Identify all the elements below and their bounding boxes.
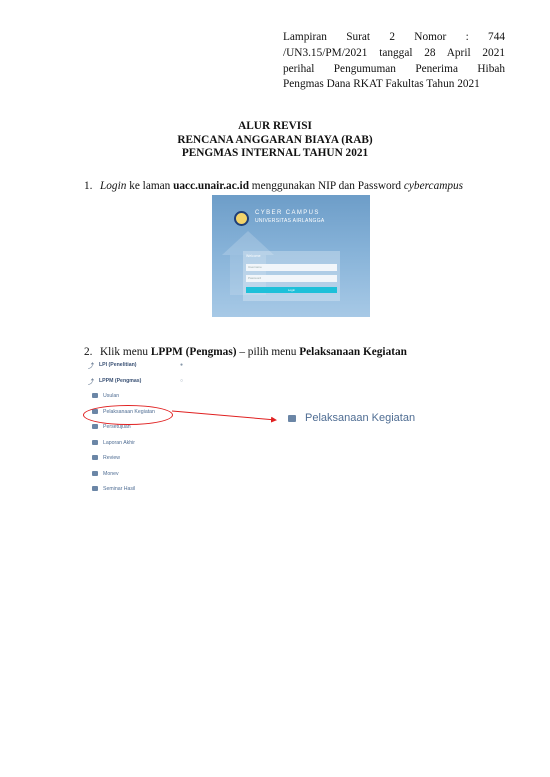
list-icon — [92, 440, 98, 445]
step-text: ke laman — [126, 180, 174, 192]
menu-screenshot — [88, 360, 208, 495]
login-button[interactable]: Login — [246, 287, 337, 293]
menu-item-monev[interactable] — [92, 469, 119, 479]
chart-icon: ⤴ — [88, 380, 95, 387]
site-address: uacc.unair.ac.id — [173, 180, 249, 192]
menu-item-label: Laporan Akhir — [103, 440, 136, 446]
username-placeholder: Username — [248, 265, 262, 269]
password-placeholder: Password — [248, 276, 262, 280]
list-icon — [92, 393, 98, 398]
attachment-note-line: /UN3.15/PM/2021 tanggal 28 April 2021 — [283, 46, 505, 59]
menu-item-label: LPPM (Pengmas) — [99, 378, 142, 384]
attachment-note — [283, 30, 505, 93]
attachment-note-line: perihal Pengumuman Penerima Hibah — [283, 62, 505, 75]
step-text: menggunakan NIP dan Password — [248, 180, 404, 192]
list-icon — [288, 415, 296, 422]
menu-lppm: LPPM (Pengmas) — [150, 346, 237, 358]
menu-item-seminar-hasil[interactable] — [92, 484, 135, 494]
step-2 — [84, 346, 407, 358]
list-icon — [92, 455, 98, 460]
list-icon — [92, 424, 98, 429]
brand-subtitle: UNIVERSITAS AIRLANGGA — [255, 218, 325, 224]
cybercampus-word: cybercampus — [403, 180, 464, 192]
zoomed-menu-item — [288, 412, 415, 424]
title-line: ALUR REVISI — [238, 120, 312, 132]
menu-item-label: Usulan — [103, 393, 120, 399]
step-number: 1. — [84, 180, 93, 192]
menu-item-label: Seminar Hasil — [103, 486, 136, 492]
welcome-text: Welcome — [246, 254, 261, 258]
step-text: Klik menu — [100, 346, 151, 358]
menu-item-label: Monev — [103, 471, 119, 477]
menu-item-laporan-akhir[interactable] — [92, 438, 135, 448]
login-page-screenshot — [212, 195, 370, 317]
title-line: RENCANA ANGGARAN BIAYA (RAB) — [177, 133, 373, 146]
menu-item-label: LPI (Penelitian) — [99, 362, 137, 368]
username-field[interactable] — [246, 264, 337, 271]
menu-item-lpi[interactable] — [88, 360, 184, 371]
step-text: – pilih menu — [236, 346, 300, 358]
university-logo-icon — [234, 211, 249, 226]
chart-icon: ⤴ — [88, 364, 95, 371]
brand-title: CYBER CAMPUS — [255, 210, 320, 216]
menu-item-label: Persetujuan — [103, 424, 131, 430]
menu-pelaksanaan: Pelaksanaan Kegiatan — [299, 346, 407, 358]
password-field[interactable] — [246, 275, 337, 282]
title-line: PENGMAS INTERNAL TAHUN 2021 — [181, 147, 369, 160]
menu-item-usulan[interactable] — [92, 391, 119, 401]
menu-item-label: Pelaksanaan Kegiatan — [103, 409, 155, 415]
list-icon — [92, 486, 98, 491]
zoomed-menu-label: Pelaksanaan Kegiatan — [305, 412, 416, 424]
list-icon — [92, 471, 98, 476]
menu-item-label: Review — [103, 455, 121, 461]
attachment-note-line: Pengmas Dana RKAT Fakultas Tahun 2021 — [283, 78, 480, 91]
step-number: 2. — [84, 346, 93, 358]
highlight-circle — [83, 405, 173, 425]
menu-item-lppm[interactable] — [88, 376, 184, 387]
document-title — [0, 120, 550, 161]
expand-indicator-icon: ● — [180, 362, 184, 368]
menu-item-review[interactable] — [92, 453, 120, 463]
attachment-note-line: Lampiran Surat 2 Nomor : 744 — [283, 31, 505, 43]
step-1 — [84, 180, 463, 192]
expand-indicator-icon: ○ — [180, 378, 184, 384]
login-word: Login — [100, 180, 127, 192]
